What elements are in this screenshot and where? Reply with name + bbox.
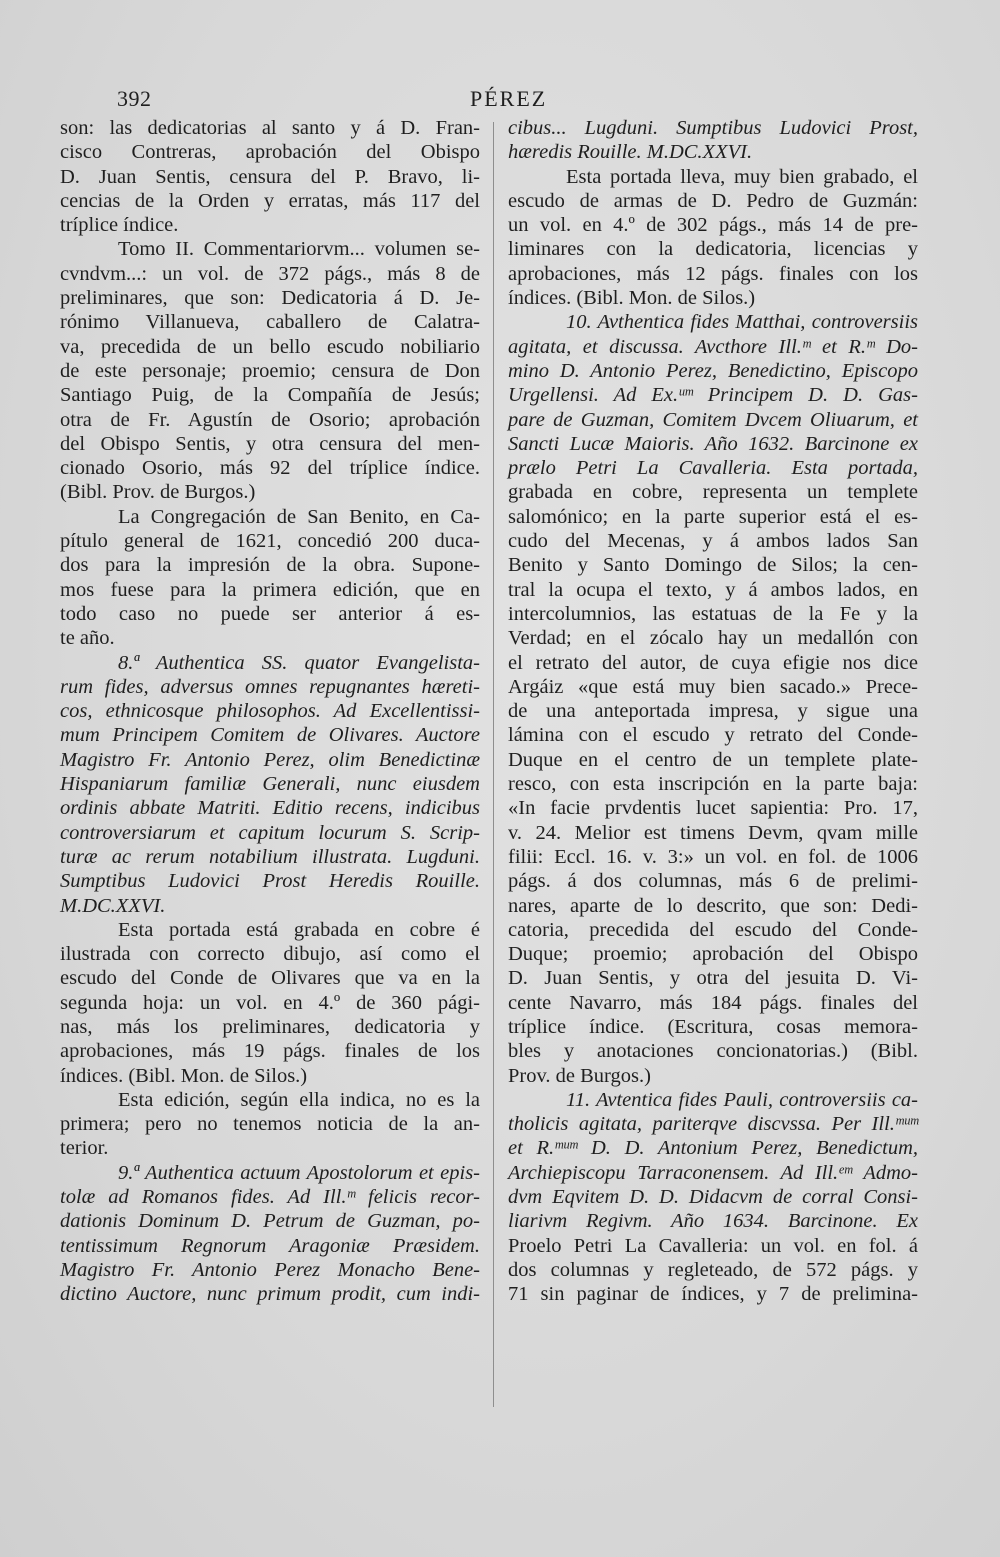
text-line: de una anteportada impresa, y sigue una (508, 700, 918, 723)
text-line: D. Juan Sentis, censura del P. Bravo, li- (60, 165, 480, 188)
page-number: 392 (117, 86, 152, 111)
text-line: tríplice índice. (Escritura, cosas memora- (508, 1015, 918, 1038)
text-line: son: las dedicatorias al santo y á D. Fran- (60, 117, 480, 139)
text-line: aprobaciones, más 12 págs. finales con los (508, 262, 918, 285)
text-line: et R.ᵐᵘᵐ D. D. Antonium Perez, Benedictum, (508, 1137, 918, 1160)
text-line: La Congregación de San Benito, en Ca- (118, 505, 480, 528)
text-line: turæ ac rerum notabilium illustrata. Lugduni. (60, 845, 480, 868)
text-line: Esta portada lleva, muy bien grabado, el (566, 165, 918, 188)
text-line: lámina con el escudo y retrato del Conde- (508, 724, 918, 747)
text-line: Sancti Lucæ Maioris. Año 1632. Barcinone ex (508, 432, 918, 455)
text-line: dvm Eqvitem D. D. Didacvm de corral Consi- (508, 1186, 918, 1209)
text-line: 71 sin paginar de índices, y 7 de prelimina- (508, 1283, 918, 1306)
text-line: 8.ª Authentica SS. quator Evangelista- (118, 651, 480, 674)
text-line: cibus... Lugduni. Sumptibus Ludovici Prost, (508, 117, 918, 139)
text-line: cencias de la Orden y erratas, más 117 del (60, 189, 480, 212)
text-line: 9.ª Authentica actuum Apostolorum et epis- (118, 1161, 480, 1184)
text-line: catoria, precedida del escudo del Conde- (508, 918, 918, 941)
text-line: Esta edición, según ella indica, no es la (118, 1088, 480, 1111)
text-line: Esta portada está grabada en cobre é (118, 918, 480, 941)
text-line: cionado Osorio, más 92 del tríplice índice. (60, 457, 480, 480)
text-line: escudo de armas de D. Pedro de Guzmán: (508, 189, 918, 212)
text-line: mos fuese para la primera edición, que en (60, 578, 480, 601)
text-line: tríplice índice. (60, 214, 179, 237)
text-line: 10. Avthentica fides Matthai, controversiis (566, 311, 918, 334)
text-line: págs. á dos columnas, más 6 de prelimi- (508, 870, 918, 893)
text-line: índices. (Bibl. Mon. de Silos.) (60, 1064, 308, 1087)
text-line: tholicis agitata, pariterqve discvssa. Per Ill.ᵐᵘᵐ (508, 1113, 918, 1136)
text-line: rónimo Villanueva, caballero de Calatra- (60, 311, 480, 334)
text-line: 11. Avtentica fides Pauli, controversiis ca- (566, 1088, 918, 1111)
left-column (60, 116, 480, 1307)
text-line: otra de Fr. Agustín de Osorio; aprobación (60, 408, 480, 431)
text-line: dictino Auctore, nunc primum prodit, cum indi- (60, 1283, 480, 1306)
text-line: Tomo II. Commentariorvm... volumen se- (118, 238, 480, 261)
text-line: bles y anotaciones concionatorias.) (Bibl. (508, 1040, 918, 1063)
text-line: todo caso no puede ser anterior á es- (60, 602, 480, 625)
text-line: intercolumnios, las estatuas de la Fe y la (508, 602, 918, 625)
text-line: «In facie prvdentis lucet sapientia: Pro. 17, (508, 797, 918, 820)
text-line: nares, aparte de lo descrito, que son: Dedi- (508, 894, 918, 917)
text-line: el retrato del autor, de cuya efigie nos dice (508, 651, 918, 674)
text-line: aprobaciones, más 19 págs. finales de los (60, 1040, 480, 1063)
text-line: dos columnas y regleteado, de 572 págs. y (508, 1258, 918, 1281)
text-line: ordinis abbate Matriti. Editio recens, indicibus (60, 797, 480, 820)
text-line: pare de Guzman, Comitem Dvcem Oliuarum, et (508, 408, 918, 431)
text-line: Sumptibus Ludovici Prost Heredis Rouille. (60, 870, 480, 893)
text-line: M.DC.XXVI. (60, 894, 166, 917)
text-line: grabada en cobre, representa un templete (508, 481, 918, 504)
text-line: tral la ocupa el texto, y á ambos lados, en (508, 578, 918, 601)
text-line: Argáiz «que está muy bien sacado.» Prece- (508, 675, 918, 698)
text-line: v. 24. Melior est timens Devm, qvam mille (508, 821, 918, 844)
text-line: Prov. de Burgos.) (508, 1064, 651, 1087)
text-line: terior. (60, 1137, 109, 1160)
text-line: del Obispo Sentis, y otra censura del men- (60, 432, 480, 455)
text-line: Santiago Puig, de la Compañía de Jesús; (60, 384, 480, 407)
text-line: Urgellensi. Ad Ex.ᵘᵐ Principem D. D. Gas- (508, 384, 918, 407)
text-line: cvndvm...: un vol. de 372 págs., más 8 de (60, 262, 480, 285)
running-head: PÉREZ (470, 86, 548, 111)
text-line: Magistro Fr. Antonio Perez, olim Benedictinæ (60, 748, 480, 771)
text-line: dationis Dominum D. Petrum de Guzman, po- (60, 1210, 480, 1233)
text-line: de este personaje; proemio; censura de Don (60, 359, 480, 382)
text-line: Duque; proemio; aprobación del Obispo (508, 943, 918, 966)
text-line: mino D. Antonio Perez, Benedictino, Episcopo (508, 359, 918, 382)
text-line: nas, más los preliminares, dedicatoria y (60, 1015, 480, 1038)
text-line: prælo Petri La Cavalleria. Esta portada, (508, 457, 918, 480)
text-line: cisco Contreras, aprobación del Obispo (60, 141, 480, 164)
text-line: Magistro Fr. Antonio Perez Monacho Bene- (60, 1258, 480, 1281)
text-line: cudo del Mecenas, y á ambos lados San (508, 530, 918, 553)
text-line: filii: Eccl. 16. v. 3:» un vol. en fol. de 1006 (508, 845, 918, 868)
text-line: va, precedida de un bello escudo nobiliario (60, 335, 480, 358)
text-line: un vol. en 4.º de 302 págs., más 14 de pre- (508, 214, 918, 237)
text-line: Benito y Santo Domingo de Silos; la cen- (508, 554, 918, 577)
text-line: D. Juan Sentis, y otra del jesuita D. Vi- (508, 967, 918, 990)
text-line: agitata, et discussa. Avcthore Ill.ᵐ et R.ᵐ Do- (508, 335, 918, 358)
text-line: Archiepiscopu Tarraconensem. Ad Ill.ᵉᵐ Admo- (508, 1161, 918, 1184)
text-line: liarivm Regivm. Año 1634. Barcinone. Ex (508, 1210, 918, 1233)
text-line: hæredis Rouille. M.DC.XXVI. (508, 141, 753, 164)
text-line: ilustrada con correcto dibujo, así como el (60, 943, 480, 966)
text-line: liminares con la dedicatoria, licencias y (508, 238, 918, 261)
text-line: pítulo general de 1621, concedió 200 duca- (60, 530, 480, 553)
text-line: segunda hoja: un vol. en 4.º de 360 pági- (60, 991, 480, 1014)
column-divider (493, 122, 494, 1407)
text-line: índices. (Bibl. Mon. de Silos.) (508, 287, 756, 310)
text-line: escudo del Conde de Olivares que va en la (60, 967, 480, 990)
text-line: Proelo Petri La Cavalleria: un vol. en fol. á (508, 1234, 918, 1257)
text-line: mum Principem Comitem de Olivares. Auctore (60, 724, 480, 747)
right-column (508, 116, 918, 1307)
text-line: Verdad; en el zócalo hay un medallón con (508, 627, 918, 650)
text-line: (Bibl. Prov. de Burgos.) (60, 481, 256, 504)
text-line: resco, con esta inscripción en la parte baja: (508, 773, 918, 796)
text-line: cos, ethnicosque philosophos. Ad Excellentissi- (60, 700, 480, 723)
text-line: Duque en el centro de un templete plate- (508, 748, 918, 771)
text-line: tolæ ad Romanos fides. Ad Ill.ᵐ felicis recor- (60, 1186, 480, 1209)
text-line: dos para la impresión de la obra. Supone- (60, 554, 480, 577)
text-line: te año. (60, 627, 115, 650)
text-line: rum fides, adversus omnes repugnantes hæreti- (60, 675, 480, 698)
text-line: Hispaniarum familiæ Generali, nunc eiusdem (60, 773, 480, 796)
text-line: cente Navarro, más 184 págs. finales del (508, 991, 918, 1014)
text-line: preliminares, que son: Dedicatoria á D. Je- (60, 287, 480, 310)
text-line: tentissimum Regnorum Aragoniæ Præsidem. (60, 1234, 480, 1257)
text-line: controversiarum et capitum locurum S. Scrip- (60, 821, 480, 844)
text-line: primera; pero no tenemos noticia de la an- (60, 1113, 480, 1136)
text-line: salomónico; en la parte superior está el es- (508, 505, 918, 528)
